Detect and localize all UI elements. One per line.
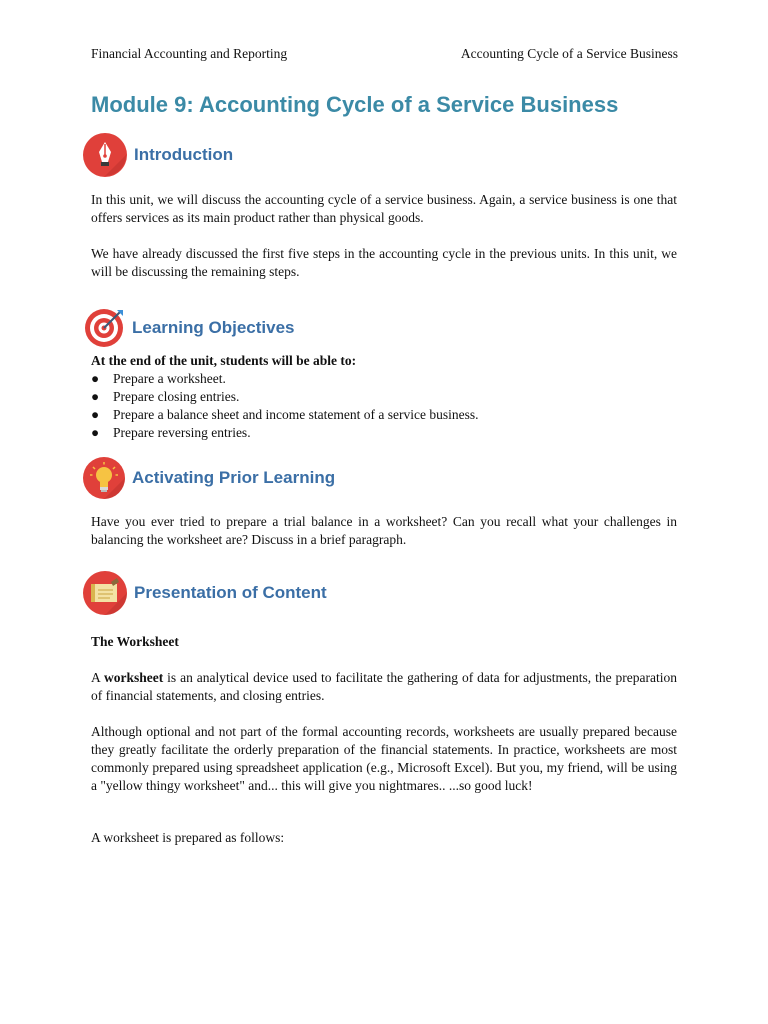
pen-nib-icon xyxy=(82,132,128,178)
objectives-intro: At the end of the unit, students will be able to: xyxy=(91,353,357,368)
bullet: ● xyxy=(91,371,100,386)
open-book-icon xyxy=(82,570,128,616)
intro-paragraph-2: We have already discussed the first five steps in the accounting cycle in the previous units. In this unit, we will be discussing the remaining steps. xyxy=(91,246,677,279)
objective-text: Prepare a balance sheet and income statement of a service business. xyxy=(113,407,479,422)
bullet: ● xyxy=(91,389,100,404)
objective-text: Prepare reversing entries. xyxy=(113,425,251,440)
section-objectives-heading xyxy=(82,306,295,350)
list-item xyxy=(91,370,478,388)
lightbulb-icon xyxy=(82,456,126,500)
section-presentation-heading xyxy=(82,570,327,616)
section-introduction-heading xyxy=(82,132,233,178)
definition-prefix: A xyxy=(91,670,104,685)
section-presentation-label: Presentation of Content xyxy=(134,583,327,602)
header-right: Accounting Cycle of a Service Business xyxy=(460,46,678,61)
list-item xyxy=(91,406,478,424)
target-icon xyxy=(82,306,126,350)
module-title: Module 9: Accounting Cycle of a Service Business xyxy=(91,92,619,117)
objective-text: Prepare a worksheet. xyxy=(113,371,226,386)
section-objectives-label: Learning Objectives xyxy=(132,318,295,337)
objective-text: Prepare closing entries. xyxy=(113,389,240,404)
definition-body: is an analytical device used to facilitate the gathering of data for adjustments, the preparation of financial statements, and closing entries. xyxy=(91,670,677,703)
list-item xyxy=(91,424,478,442)
prior-paragraph: Have you ever tried to prepare a trial balance in a worksheet? Can you recall what your challenges in balancing the worksheet are? Discuss in a brief paragraph. xyxy=(91,514,677,547)
section-introduction-label: Introduction xyxy=(134,145,234,164)
list-item xyxy=(91,388,478,406)
running-header xyxy=(91,46,678,62)
worksheet-steps-intro: A worksheet is prepared as follows: xyxy=(91,830,285,845)
header-left: Financial Accounting and Reporting xyxy=(91,46,288,61)
intro-paragraph-1: In this unit, we will discuss the accounting cycle of a service business. Again, a service business is one that offers services as its main product rather than physical goods. xyxy=(91,192,677,225)
worksheet-practice-paragraph: Although optional and not part of the formal accounting records, worksheets are usually prepared because they greatly facilitate the orderly preparation of the financial statements. In practice, worksheets are most commonly prepared using spreadsheet application (e.g., Microsoft Excel). But you, my friend, will be using a "yellow thingy worksheet" and... this will give you nightmares.. ...so good luck! xyxy=(91,724,677,793)
bullet: ● xyxy=(91,425,100,440)
section-prior-heading xyxy=(82,456,335,500)
objectives-list xyxy=(91,370,478,442)
bullet: ● xyxy=(91,407,100,422)
definition-term: worksheet xyxy=(103,670,164,685)
worksheet-definition-paragraph xyxy=(91,669,677,705)
worksheet-subheading: The Worksheet xyxy=(91,634,179,649)
section-prior-label: Activating Prior Learning xyxy=(132,468,336,487)
